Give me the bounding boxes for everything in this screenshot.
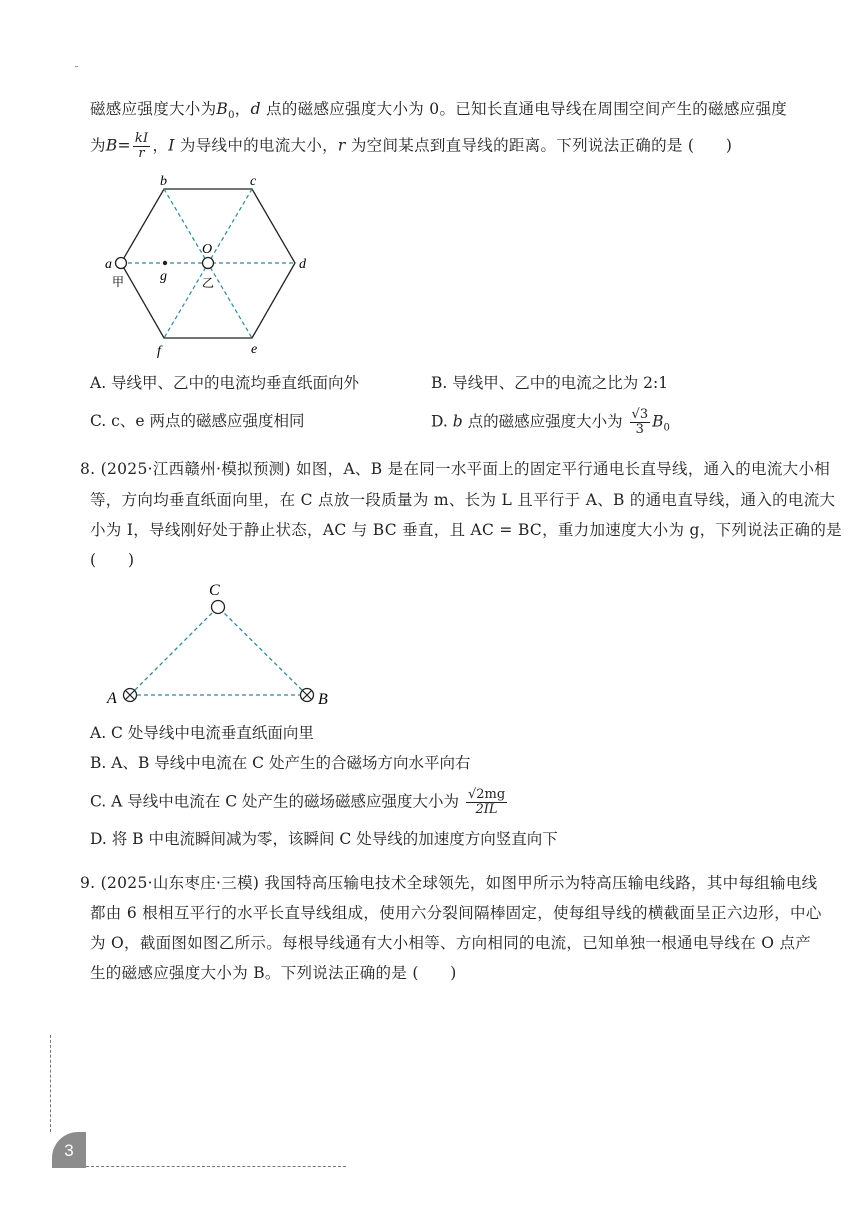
wire-jia-circle <box>116 258 127 269</box>
wire-A-into-page <box>124 689 137 702</box>
label-e: e <box>251 342 258 357</box>
segment-AC <box>130 607 218 695</box>
label-jia: 甲 <box>112 275 125 289</box>
label-b: b <box>160 174 167 189</box>
q7-option-d[interactable]: D. b 点的磁感应强度大小为 $\frac{√3}{3}$ $B_0$ <box>431 407 670 437</box>
label-O: O <box>202 242 213 257</box>
label-B: B <box>318 691 328 708</box>
q8-line-3: 小为 I，导线刚好处于静止状态，AC 与 BC 垂直，且 AC = BC，重力加速度大小为 g，下列说法正确的是 <box>90 521 842 539</box>
segment-BC <box>218 607 307 695</box>
q8-option-d[interactable]: D. 将 B 中电流瞬间减为零，该瞬间 C 处导线的加速度方向竖直向下 <box>90 830 558 848</box>
point-g-dot <box>163 261 167 265</box>
label-A: A <box>107 690 117 707</box>
q9-line-2: 都由 6 根相互平行的水平长直导线组成，使用六分裂间隔棒固定，使每组导线的横截面呈正六边形，中心 <box>90 904 822 922</box>
wire-B-into-page <box>301 689 314 702</box>
wire-yi-circle <box>203 258 214 269</box>
label-C: C <box>209 582 220 599</box>
label-f: f <box>157 344 161 359</box>
q8-option-b[interactable]: B. A、B 导线中电流在 C 处产生的合磁场方向水平向右 <box>90 754 471 772</box>
label-g: g <box>160 269 167 284</box>
triangle-figure <box>100 575 340 710</box>
wire-C-circle <box>212 601 225 614</box>
label-c: c <box>250 174 257 189</box>
q8-line-4: ( ) <box>90 551 135 569</box>
q9-line-1: 9. (2025·山东枣庄·三模) 我国特高压输电技术全球领先，如图甲所示为特高压输电线路，其中每组输电线 <box>80 874 818 892</box>
label-a: a <box>105 257 112 272</box>
q8-option-a[interactable]: A. C 处导线中电流垂直纸面向里 <box>90 724 314 742</box>
page-number-badge: 3 <box>52 1132 86 1168</box>
footer-dashed-line <box>86 1166 346 1167</box>
header-mark <box>75 66 78 67</box>
q9-line-3: 为 O，截面图如图乙所示。每根导线通有大小相等、方向相同的电流，已知单独一根通电导线在 O 点产 <box>90 934 812 952</box>
q7-option-c[interactable]: C. c、e 两点的磁感应强度相同 <box>90 412 305 430</box>
q8-line-1: 8. (2025·江西赣州·模拟预测) 如图，A、B 是在同一水平面上的固定平行通电长直导线，通入的电流大小相 <box>80 460 831 478</box>
hexagon-figure <box>100 172 330 362</box>
intro-line-2: 为B= $\frac{kI}{r}$ ，I 为导线中的电流大小，r 为空间某点到直导线的距离。下列说法正确的是 ( ) <box>90 131 733 161</box>
margin-dashed-line <box>50 1035 51 1132</box>
q7-option-a[interactable]: A. 导线甲、乙中的电流均垂直纸面向外 <box>90 374 360 392</box>
intro-line-1: 磁感应强度大小为$B_0$，d 点的磁感应强度大小为 0。已知长直通电导线在周围空间产生的磁感应强度 <box>90 100 788 122</box>
q8-option-c[interactable]: C. A 导线中电流在 C 处产生的磁场磁感应强度大小为 $\frac{√2mg}{2IL}$ <box>90 787 506 817</box>
label-yi: 乙 <box>202 276 215 290</box>
q9-line-4: 生的磁感应强度大小为 B。下列说法正确的是 ( ) <box>90 964 457 982</box>
q8-line-2: 等，方向均垂直纸面向里，在 C 点放一段质量为 m、长为 L 且平行于 A、B 的通电直导线，通入的电流大 <box>90 491 836 509</box>
formula-kI-over-r: $\frac{kI}{r}$ <box>134 131 149 161</box>
q7-option-b[interactable]: B. 导线甲、乙中的电流之比为 2:1 <box>431 374 669 392</box>
label-d: d <box>299 257 306 272</box>
